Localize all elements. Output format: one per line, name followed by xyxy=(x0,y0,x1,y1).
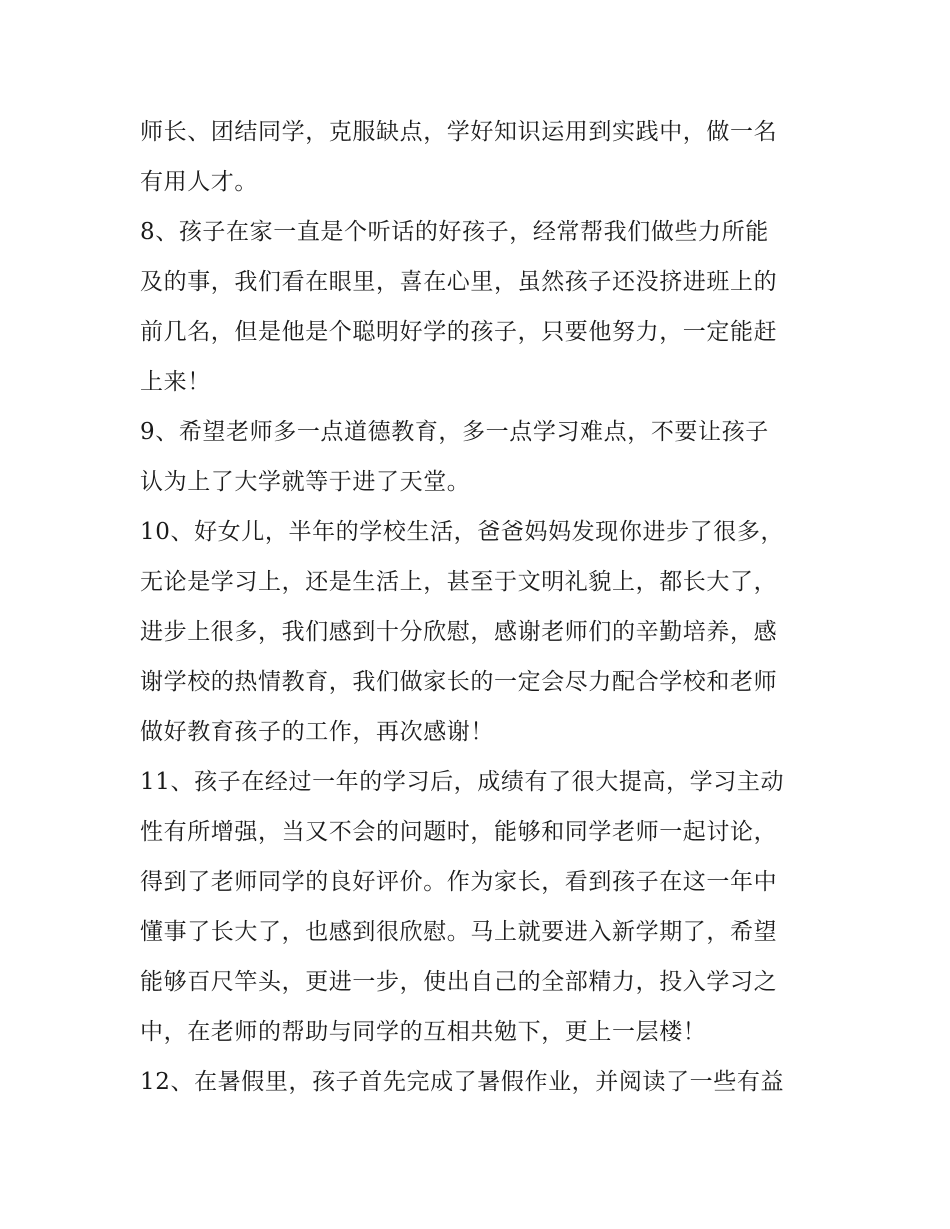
text-line: 上来！ xyxy=(140,369,211,395)
text-line: 11、孩子在经过一年的学习后，成绩有了很大提高，学习主动 xyxy=(140,769,785,795)
text-line: 能够百尺竿头，更进一步，使出自己的全部精力，投入学习之 xyxy=(140,969,778,995)
text-line: 前几名，但是他是个聪明好学的孩子，只要他努力，一定能赶 xyxy=(140,319,778,345)
text-line: 得到了老师同学的良好评价。作为家长，看到孩子在这一年中 xyxy=(140,869,778,895)
text-line: 进步上很多，我们感到十分欣慰，感谢老师们的辛勤培养，感 xyxy=(140,619,778,645)
text-line: 及的事，我们看在眼里，喜在心里，虽然孩子还没挤进班上的 xyxy=(140,269,778,295)
text-line: 谢学校的热情教育，我们做家长的一定会尽力配合学校和老师 xyxy=(140,669,778,695)
text-line: 10、好女儿，半年的学校生活，爸爸妈妈发现你进步了很多， xyxy=(140,519,785,545)
text-line: 无论是学习上，还是生活上，甚至于文明礼貌上，都长大了， xyxy=(140,569,778,595)
text-line: 9、希望老师多一点道德教育，多一点学习难点，不要让孩子 xyxy=(140,419,769,445)
text-line: 中，在老师的帮助与同学的互相共勉下，更上一层楼！ xyxy=(140,1019,707,1045)
text-line: 做好教育孩子的工作，再次感谢！ xyxy=(140,719,494,745)
text-line: 懂事了长大了，也感到很欣慰。马上就要进入新学期了，希望 xyxy=(140,919,778,945)
text-line: 8、孩子在家一直是个听话的好孩子，经常帮我们做些力所能 xyxy=(140,219,769,245)
text-line: 性有所增强，当又不会的问题时，能够和同学老师一起讨论， xyxy=(140,819,778,845)
text-line: 有用人才。 xyxy=(140,169,258,195)
text-line: 认为上了大学就等于进了天堂。 xyxy=(140,469,471,495)
text-line: 12、在暑假里，孩子首先完成了暑假作业，并阅读了一些有益 xyxy=(140,1069,785,1095)
document-body xyxy=(140,107,820,1107)
text-line: 师长、团结同学，克服缺点，学好知识运用到实践中，做一名 xyxy=(140,119,778,145)
